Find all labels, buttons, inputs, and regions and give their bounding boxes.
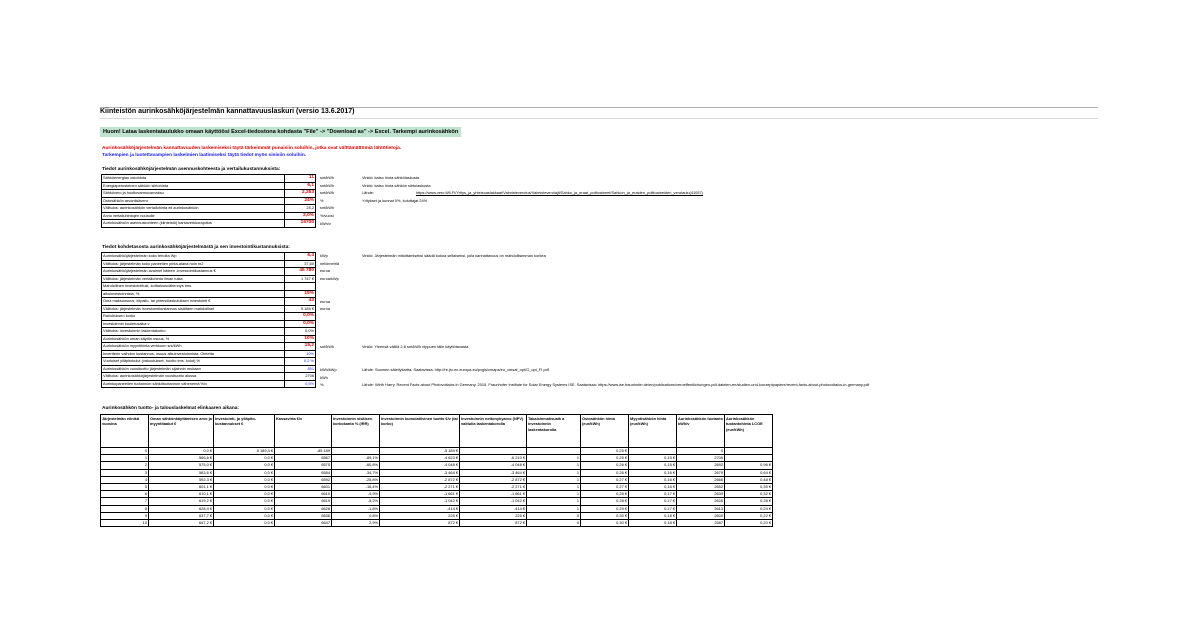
- table-cell: 0,16 €: [629, 484, 677, 491]
- table-cell: 6638: [275, 512, 332, 519]
- table-cell: -4 048 €: [460, 462, 527, 469]
- row-unit: kWh/kWp: [320, 367, 337, 372]
- row-value-cell[interactable]: 0,2 %: [285, 358, 316, 366]
- row-label: Välitulos: järjestelmän investointikustannus sisältäen mahdolliset: [102, 305, 285, 313]
- row-unit: %: [320, 382, 324, 388]
- row-value-cell: 25,2: [285, 205, 316, 213]
- row-value-cell[interactable]: 0,5%: [285, 380, 316, 388]
- input-row: [102, 205, 316, 213]
- column-header: Kassavirta €/v: [275, 415, 332, 448]
- table-cell: 5: [101, 484, 149, 491]
- row-label: Mahdollinen investointituki, kotitalousvähennys tms.: [102, 283, 285, 291]
- table-row: [101, 476, 773, 483]
- column-header: Ostosähkön hinta (eur/kWh): [581, 415, 629, 448]
- table-cell: 2666: [677, 476, 725, 483]
- table-cell: -414 €: [380, 505, 460, 512]
- table-cell: 9: [101, 512, 149, 519]
- input-row: [102, 373, 316, 381]
- row-unit: neliömetriä: [320, 260, 340, 266]
- row-value-cell: 37,60: [285, 260, 316, 268]
- table-cell: 0,17 €: [629, 505, 677, 512]
- table-cell: 6584: [275, 469, 332, 476]
- column-header: Myyntisähkön hinta (eur/kWh): [629, 415, 677, 448]
- row-label: Sähkövero ja huoltovarmuusmaksu: [102, 190, 285, 198]
- table-cell: 0,27 €: [581, 484, 629, 491]
- table-cell: 0,0 €: [214, 491, 275, 498]
- table-cell: 7: [101, 498, 149, 505]
- input-row: [102, 260, 316, 268]
- table-cell: 2587: [677, 520, 725, 527]
- table-cell: 2: [101, 462, 149, 469]
- row-label: Aurinkosähkön asennuskohteen (kiinteistö) kantaverkkorajoitus: [102, 220, 285, 228]
- table-cell: -2 271 €: [380, 484, 460, 491]
- table-cell: 1: [527, 462, 581, 469]
- column-header: Aurinkosähkön tuotantohinta LCOE (eur/kWh): [725, 415, 773, 448]
- table-cell: 0,28 €: [581, 498, 629, 505]
- table-cell: 575,0 €: [149, 462, 214, 469]
- input-row: [102, 197, 316, 205]
- input-row: [102, 182, 316, 190]
- row-value-cell[interactable]: 0,0%: [285, 313, 316, 321]
- row-label: Välitulos: investoinnin laskentakorko: [102, 328, 285, 336]
- input-row: [102, 305, 316, 313]
- table-cell: 0: [527, 520, 581, 527]
- table-row: [101, 469, 773, 476]
- column-header: Takaisinmaksuaik a investoinnin laskentakorolla: [527, 415, 581, 448]
- row-unit: euroa: [320, 306, 330, 312]
- input-row: [102, 365, 316, 373]
- table-cell: 0,27 €: [581, 476, 629, 483]
- row-label: Ostosähkön arvonlisävero: [102, 197, 285, 205]
- input-row: [102, 175, 316, 183]
- row-label: Oma maksuosuus, kilpailu- tai yhteisölaskutuksen investointi €: [102, 298, 285, 306]
- table-row: [101, 455, 773, 462]
- table-cell: 0,15 €: [629, 462, 677, 469]
- table-cell: 0,16 €: [629, 469, 677, 476]
- table-cell: 566,6 €: [149, 455, 214, 462]
- table-cell: 647,2 €: [149, 520, 214, 527]
- table-cell: 6628: [275, 505, 332, 512]
- row-label: Vuotuiset ylläpitokulut (vakuutukset, huolto tms. kulut) %: [102, 358, 285, 366]
- table-cell: -5,2%: [332, 498, 380, 505]
- column-header: Investoinnin sisäisen korkokanta % (IRR): [332, 415, 380, 448]
- table-cell: -5 189,4 €: [214, 448, 275, 455]
- row-label: Aurinkosähkön vuosituotto järjestelmän sijainnin mukaan: [102, 365, 285, 373]
- row-label: Energiaperusteinen sähkön siirtohinta: [102, 182, 285, 190]
- table-cell: -1 042 €: [380, 498, 460, 505]
- input-row: [102, 275, 316, 283]
- row-value-cell[interactable]: 2,253: [285, 190, 316, 198]
- table-cell: -4 048 €: [380, 462, 460, 469]
- note-text: Vinkki: Yleensä välillä 2-6 snt/kWh riippuen tälle käyttötavasta: [362, 344, 469, 350]
- row-label: Välitulos: järjestelmän koko paneelien pinta-alana noin m2: [102, 260, 285, 268]
- row-label: Sähköenergian ostohinta: [102, 175, 285, 183]
- row-value-cell: 1 747 €: [285, 275, 316, 283]
- row-note: [362, 183, 430, 188]
- table-cell: 2692: [677, 462, 725, 469]
- table-cell: 6647: [275, 520, 332, 527]
- table-cell: 1: [527, 484, 581, 491]
- row-label: Välitulos: aurinkosähköjärjestelmän vuosituotto alussa: [102, 373, 285, 381]
- row-value-cell: 2706: [285, 373, 316, 381]
- table-cell: 0,26 €: [581, 462, 629, 469]
- row-note: [362, 175, 419, 180]
- row-value-cell[interactable]: 15,2: [285, 343, 316, 351]
- row-label: Arvio vertailuhintojen nousulle: [102, 212, 285, 220]
- input-row: [102, 290, 316, 298]
- row-label: Aurinkosähkön myyntihinta verkkoon snt/kWh: [102, 343, 285, 351]
- table-cell: 0,32 €: [725, 491, 773, 498]
- table-cell: 225 €: [380, 512, 460, 519]
- row-label: Aurinkopaneelien tuotannon sähkötuotannon vähenemä %/v: [102, 380, 285, 388]
- table-cell: 2,9%: [332, 520, 380, 527]
- table-cell: 1: [527, 476, 581, 483]
- sheet-title: Kiinteistön aurinkosähköjärjestelmän kannattavuuslaskuri (versio 13.6.2017): [100, 108, 355, 115]
- input-row: [102, 298, 316, 306]
- table-cell: -25,8%: [332, 476, 380, 483]
- table-cell: 2613: [677, 505, 725, 512]
- table-cell: 0,0 €: [214, 505, 275, 512]
- note-text: Lähde: Suomen säteilykartta. Saatavissa: http://re.jrc.ec.europa.eu/pvgis/cmaps/eu_cmsaf_opt/G_opt_FI.pdf: [362, 367, 549, 372]
- table-cell: 6567: [275, 455, 332, 462]
- row-value-cell[interactable]: 6,1: [285, 182, 316, 190]
- table-cell: 0,0 €: [214, 455, 275, 462]
- table-cell: 872 €: [460, 520, 527, 527]
- row-unit: snt/kWh: [320, 344, 335, 350]
- table-cell: 592,3 €: [149, 476, 214, 483]
- table-cell: 0,22 €: [725, 512, 773, 519]
- table-cell: 637,7 €: [149, 512, 214, 519]
- table-row: [101, 462, 773, 469]
- table-cell: 0,15 €: [629, 455, 677, 462]
- column-header: Oman sähkönkäyttämisen arvo ja myyntitaalut €: [149, 415, 214, 448]
- table-cell: 0,30 €: [581, 520, 629, 527]
- input-row: [102, 320, 316, 328]
- row-note: [362, 253, 546, 258]
- row-unit: kWh: [320, 374, 328, 380]
- input-row: [102, 343, 316, 351]
- row-unit: euroa: [320, 268, 330, 274]
- table-cell: 0,25 €: [581, 448, 629, 455]
- row-unit: %: [320, 197, 324, 203]
- note-text: Vinkki: katso hinta sähkölaskusta: [362, 175, 420, 180]
- instruction-blue: Tarkempien ja luotettavampien laskelmien laatimiseksi täytä tiedot myös sinisiin soluihin.: [102, 153, 307, 158]
- table-cell: 0,8%: [332, 512, 380, 519]
- table-cell: [332, 448, 380, 455]
- table-cell: 0,17 €: [629, 498, 677, 505]
- table-cell: -414 €: [460, 505, 527, 512]
- table-cell: -2 872 €: [460, 476, 527, 483]
- table-cell: 2600: [677, 512, 725, 519]
- table-cell: 6610: [275, 491, 332, 498]
- row-label: Aurinkosähköjärjestelmän koko teholta Wp: [102, 253, 285, 261]
- table-cell: 0,20 €: [725, 520, 773, 527]
- table-cell: 6592: [275, 476, 332, 483]
- row-value-cell[interactable]: 15700: [285, 220, 316, 228]
- table-cell: 0,29 €: [581, 505, 629, 512]
- table-cell: -6 210 €: [460, 455, 527, 462]
- row-value-cell[interactable]: 0,0%: [285, 320, 316, 328]
- input-row: [102, 358, 316, 366]
- note-text: Yritykset ja kunnat 0%, kuluttajat 24%: [362, 197, 428, 203]
- row-note: [362, 198, 427, 203]
- row-value-cell: 5 189 €: [285, 305, 316, 313]
- table-cell: 10: [101, 520, 149, 527]
- table-cell: -1,8%: [332, 505, 380, 512]
- table-cell: 583,6 €: [149, 469, 214, 476]
- source-link[interactable]: https://www.vero.fi/fi-FI/Yritys_ja_yhteisoasiakkaat/Valmisteverotus/Valmisteverolajit/Sahko_ja_eraat_polttoaineet/Sahkon_ja_eraiden_polttoaineiden_verotaulu(41057): [415, 190, 703, 196]
- row-label: Rahoituksen korko: [102, 313, 285, 321]
- table-cell: 0,0 €: [214, 484, 275, 491]
- table-cell: 0,17 €: [629, 491, 677, 498]
- table-cell: 601,1 €: [149, 484, 214, 491]
- table-cell: [460, 448, 527, 455]
- input-row: [102, 253, 316, 261]
- table-cell: 1: [527, 455, 581, 462]
- row-unit: kWp: [320, 253, 328, 258]
- table-cell: 0,0 €: [214, 498, 275, 505]
- row-unit: snt/kWh: [320, 182, 335, 188]
- input-row: [102, 313, 316, 321]
- row-label: Invertterin vaihdon kustannus, osuus alkuinvestoinnista. Oletetta: [102, 350, 285, 358]
- input-row: [102, 190, 316, 198]
- table-cell: 0,0 €: [214, 469, 275, 476]
- table-cell: 0,0 €: [214, 476, 275, 483]
- row-note: [362, 190, 703, 195]
- note-text: Vinkki: Järjestelmän mitoittamiseksi säädä kokoa sellaiseksi, jolla kannattavuus on mahdollisimman korkea: [362, 253, 546, 258]
- table-row: [101, 491, 773, 498]
- table-cell: 0,64 €: [725, 469, 773, 476]
- table-cell: -60,8%: [332, 462, 380, 469]
- note-text: Lähde: Wirth Harry. Recent Facts about Photovoltaics in Germany. 2015. Fraunhofer Institute for Solar Energy Systems ISE. Saatavissa: https://www.ise.fraunhofer.de/en/publications/veroeffentlichungen-pdf-dateien-en/studien-und-konzeptpapiere/recent-facts-about-photovoltaics-in-germany.pdf: [362, 382, 870, 388]
- table-cell: 6601: [275, 484, 332, 491]
- input-row: [102, 283, 316, 291]
- row-value-cell[interactable]: 15%: [285, 290, 316, 298]
- table-cell: 0,39 €: [725, 484, 773, 491]
- table-row: [101, 512, 773, 519]
- table-row: [101, 520, 773, 527]
- title-rule: [100, 118, 1098, 119]
- column-header: Investoinnin kumulatiivinen tuotto €/v (tai korko): [380, 415, 460, 448]
- table-cell: 0: [527, 512, 581, 519]
- table-cell: -4 623 €: [380, 455, 460, 462]
- section1-heading: Tiedot aurinkosähköjärjestelmän asennuskohteesta ja vertailukustannuksista:: [102, 167, 281, 172]
- table-cell: -1 042 €: [460, 498, 527, 505]
- table-cell: 0,0 €: [214, 512, 275, 519]
- table-cell: -3 464 €: [460, 469, 527, 476]
- row-note: [362, 344, 468, 349]
- table-cell: 6: [101, 491, 149, 498]
- input-row: [102, 268, 316, 276]
- table-cell: -1 661 €: [460, 491, 527, 498]
- input-row: [102, 328, 316, 336]
- note-text: Lähde:: [362, 190, 374, 196]
- table-cell: [725, 455, 773, 462]
- row-value-cell[interactable]: 851: [285, 365, 316, 373]
- table-cell: 1: [101, 455, 149, 462]
- input-row: [102, 335, 316, 343]
- section1-table: [101, 174, 316, 228]
- table-cell: 619,2 €: [149, 498, 214, 505]
- table-cell: 6575: [275, 462, 332, 469]
- table-cell: 0: [101, 448, 149, 455]
- table-cell: 2652: [677, 484, 725, 491]
- table-cell: 0,48 €: [725, 476, 773, 483]
- table-cell: -89,1%: [332, 455, 380, 462]
- instruction-red: Aurinkosähköjärjestelmän kannattavuuden laskemiseksi täytä tärkeimmät punaisiin soluihin, jotka ovat välttämättömiä lähtötietoja.: [102, 146, 402, 151]
- table-cell: 0,28 €: [725, 498, 773, 505]
- table-cell: -3 464 €: [380, 469, 460, 476]
- row-value-cell[interactable]: 24%: [285, 197, 316, 205]
- note-text: Vinkki: katso hinta sähkön siirtolaskusta: [362, 182, 431, 188]
- row-value-cell[interactable]: 2,0%: [285, 212, 316, 220]
- table-cell: 0,0 €: [214, 520, 275, 527]
- section2-heading: Tiedot kohdetasosta aurinkosähköjärjestelmästä ja sen investointikustannuksista:: [102, 245, 290, 250]
- row-note: [362, 367, 549, 372]
- table-cell: 0,96 €: [725, 462, 773, 469]
- column-header: Investoinnin nettonykyarvo (NPV) valitulla laskentakorolla: [460, 415, 527, 448]
- table-row: [101, 484, 773, 491]
- row-label: alkuinvestoinnista, %: [102, 290, 285, 298]
- row-label: Aurinkosähkön oman käytön osuus, %: [102, 335, 285, 343]
- table-cell: 0: [677, 448, 725, 455]
- section2-table: [101, 252, 316, 388]
- row-label: Aurinkosähköjärjestelmän avaimet käteen -investointikustannus €: [102, 268, 285, 276]
- row-value-cell[interactable]: 11: [285, 175, 316, 183]
- row-value-cell[interactable]: 10%: [285, 350, 316, 358]
- table-cell: 8: [101, 505, 149, 512]
- row-note: [362, 382, 869, 387]
- row-label: Investoinnin kuoletusaika v: [102, 320, 285, 328]
- table-cell: 872 €: [380, 520, 460, 527]
- row-unit: euroa/kWp: [320, 275, 339, 281]
- table-cell: 0,18 €: [629, 512, 677, 519]
- input-row: [102, 350, 316, 358]
- table-cell: 2679: [677, 469, 725, 476]
- row-label: Välitulos: järjestelmän vertailuhinta ilman tukia: [102, 275, 285, 283]
- table-cell: -2 271 €: [460, 484, 527, 491]
- input-row: [102, 212, 316, 220]
- table-cell: 1: [527, 498, 581, 505]
- row-value-cell[interactable]: 45 780: [285, 268, 316, 276]
- table-cell: 3: [101, 469, 149, 476]
- table-cell: 2626: [677, 498, 725, 505]
- table-cell: 0,18 €: [629, 520, 677, 527]
- table-cell: -9,9%: [332, 491, 380, 498]
- column-header: Aurinkosähkön tuotanto kWh/v: [677, 415, 725, 448]
- column-header: Järjestelmän elinikä vuosina: [101, 415, 149, 448]
- download-notice: Huom! Lataa laskentataulukko omaan käyttöösi Excel-tiedostona kohdasta "File" -> "Download as" -> Excel. Tarkempi aurinkosähkön: [100, 127, 461, 137]
- table-cell: 1: [527, 491, 581, 498]
- table-cell: 2639: [677, 491, 725, 498]
- table-cell: 6619: [275, 498, 332, 505]
- row-value-cell: [285, 283, 316, 291]
- lifecycle-table: [100, 414, 773, 527]
- input-row: [102, 380, 316, 388]
- table-cell: [527, 448, 581, 455]
- row-unit: %/vuosi: [320, 213, 334, 218]
- row-unit: snt/kWh: [320, 175, 335, 180]
- table-row: [101, 498, 773, 505]
- input-row: [102, 220, 316, 228]
- table-row: [101, 448, 773, 455]
- table-cell: -34,7%: [332, 469, 380, 476]
- row-unit: snt/kWh: [320, 205, 335, 211]
- table-cell: -85 189: [275, 448, 332, 455]
- row-value-cell[interactable]: 43: [285, 298, 316, 306]
- table-cell: -5 189 €: [380, 448, 460, 455]
- table-row: [101, 505, 773, 512]
- table-cell: 225 €: [460, 512, 527, 519]
- table-cell: 4: [101, 476, 149, 483]
- table-cell: [629, 448, 677, 455]
- table-cell: 1: [527, 469, 581, 476]
- table-cell: 0,26 €: [581, 469, 629, 476]
- row-unit: euroa: [320, 298, 330, 304]
- table-cell: -2 872 €: [380, 476, 460, 483]
- row-value-cell: 0,0%: [285, 328, 316, 336]
- table-cell: -1 661 €: [380, 491, 460, 498]
- table-cell: 0,28 €: [581, 491, 629, 498]
- table-cell: -16,4%: [332, 484, 380, 491]
- table-cell: 0,0 €: [214, 462, 275, 469]
- table-cell: 2706: [677, 455, 725, 462]
- section3-heading: Aurinkosähkön tuotto- ja talouslaskelmat elinkaaren aikana:: [102, 406, 240, 411]
- row-unit: snt/kWh: [320, 190, 335, 196]
- column-header: Investointi- ja ylläpito-kustannukset €: [214, 415, 275, 448]
- row-value-cell[interactable]: 10%: [285, 335, 316, 343]
- table-cell: 0,25 €: [581, 455, 629, 462]
- table-cell: 0,16 €: [629, 476, 677, 483]
- table-cell: 1: [527, 505, 581, 512]
- row-value-cell[interactable]: 6,4: [285, 253, 316, 261]
- row-unit: kWh/v: [320, 220, 331, 226]
- table-cell: 610,1 €: [149, 491, 214, 498]
- table-cell: 0,24 €: [725, 505, 773, 512]
- row-label: Välitulos: aurinkosähkön vertailuhinta eli aurinkosähkön: [102, 205, 285, 213]
- table-cell: 0,0 €: [149, 448, 214, 455]
- table-cell: [725, 448, 773, 455]
- table-cell: 0,30 €: [581, 512, 629, 519]
- table-cell: 628,4 €: [149, 505, 214, 512]
